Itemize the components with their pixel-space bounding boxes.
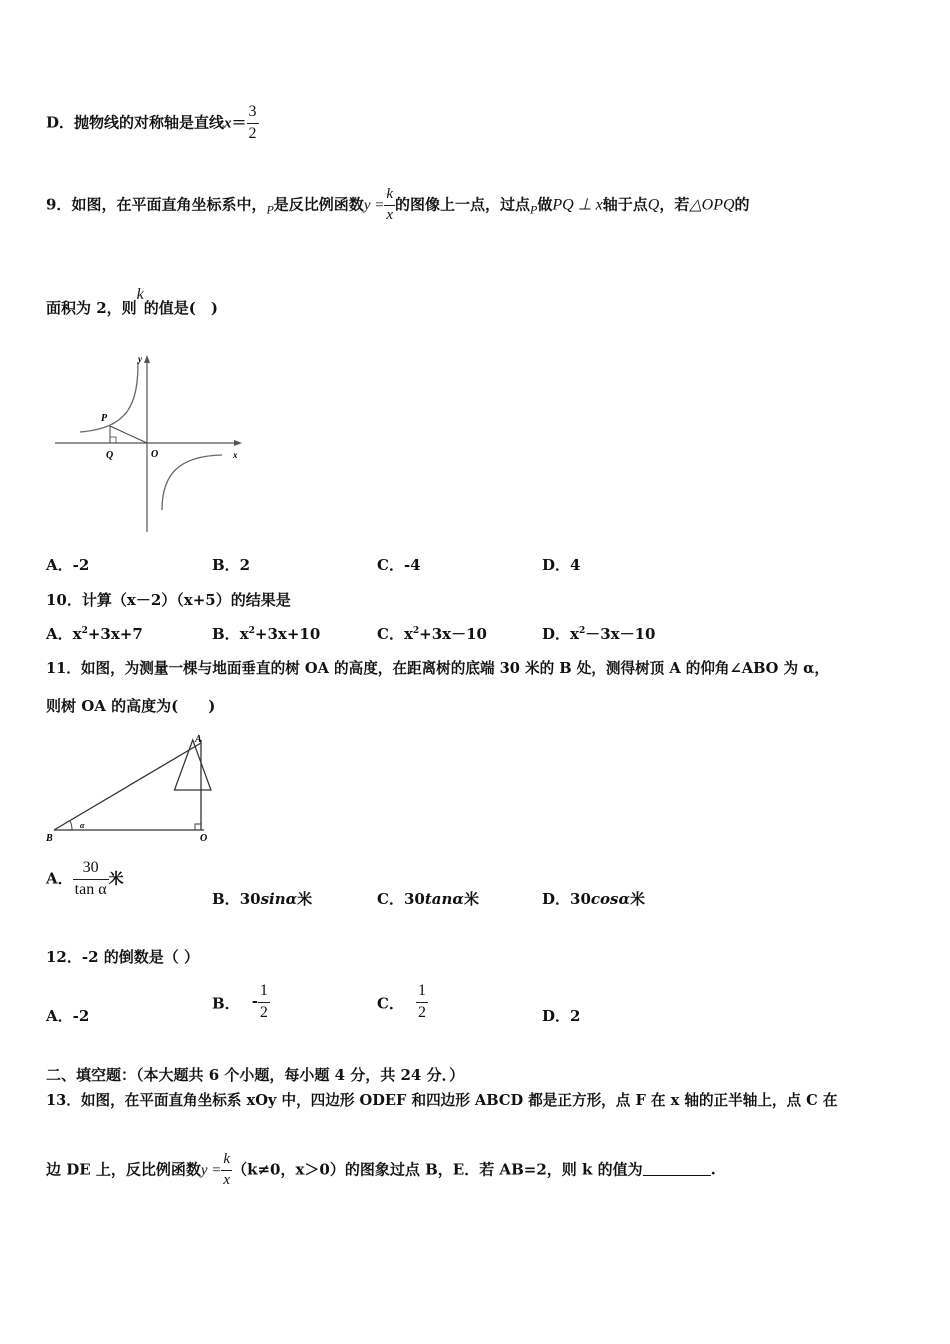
unit: 米 — [297, 890, 313, 908]
option-label: D． — [542, 625, 571, 643]
o-label: O — [151, 449, 159, 460]
q12-stem: 12．-2 的倒数是（ ） — [46, 948, 199, 966]
option-label: D． — [46, 113, 75, 132]
exponent: 2 — [248, 626, 255, 636]
option-expr: x — [570, 625, 579, 643]
section-heading-fill-in: 二、填空题：（本大题共 6 个小题，每小题 4 分，共 24 分．） — [46, 1066, 465, 1084]
stem-text: 做 — [537, 195, 553, 214]
segment-po — [110, 426, 147, 443]
q11-option-b — [212, 888, 312, 909]
option-coefficient: 30 — [403, 890, 425, 908]
alpha-label: α — [80, 821, 85, 830]
trig-function: tanα — [424, 890, 464, 908]
option-expr: x — [239, 625, 249, 643]
stem-text: 的图像上一点，过点 — [395, 195, 531, 214]
option-label: D． — [542, 890, 571, 908]
point-p: P — [266, 202, 274, 217]
right-angle-mark — [110, 437, 116, 443]
equals-sign: ＝ — [231, 113, 247, 132]
q10-option-a — [46, 623, 143, 644]
fraction-numerator: 1 — [417, 982, 426, 999]
hyperbola-branch-lower-right — [162, 455, 222, 510]
stem-text: ，若 — [659, 195, 690, 214]
q9-option-a: A．-2 — [46, 556, 90, 574]
option-label: C． — [377, 625, 404, 643]
function-lhs: y = — [200, 1162, 222, 1179]
fraction-numerator: k — [386, 186, 394, 202]
option-expr: +3x+10 — [254, 625, 321, 643]
option-expr: +3x－10 — [419, 625, 487, 643]
fraction — [221, 1152, 232, 1189]
option-label: B． — [212, 890, 240, 908]
fraction-denominator: 2 — [259, 1003, 268, 1021]
point-p: P — [530, 202, 538, 217]
fraction-numerator: 1 — [259, 982, 268, 999]
q11-option-c — [377, 888, 479, 909]
stem-text: 轴于点 — [602, 195, 648, 214]
option-text: 抛物线的对称轴是直线 — [74, 113, 225, 132]
q9-stem-line1 — [46, 187, 750, 224]
point-q: Q — [647, 196, 660, 214]
q9-option-c: C．-4 — [377, 556, 421, 574]
option-label: B． — [212, 625, 240, 643]
fraction — [258, 983, 270, 1022]
b-label: B — [46, 833, 53, 844]
stem-text: 是反比例函数 — [273, 195, 364, 214]
option-label: C． — [377, 994, 404, 1013]
fraction-numerator: 30 — [82, 859, 99, 876]
stem-text: （k≠0，x＞0）的图象过点 B，E．若 AB=2，则 k 的值为 — [232, 1160, 643, 1179]
y-axis-arrow — [144, 355, 150, 363]
q10-option-c — [377, 623, 487, 644]
q12-option-d: D．2 — [542, 1007, 581, 1025]
option-label: B． — [212, 994, 240, 1013]
option-coefficient: 30 — [239, 890, 261, 908]
y-label: y — [138, 354, 142, 364]
unit: 米 — [463, 890, 479, 908]
variable-x: x — [224, 115, 232, 132]
fraction — [416, 983, 428, 1022]
q10-option-b — [212, 623, 320, 644]
q11-option-a — [46, 860, 124, 899]
q9-stem-line2 — [46, 286, 218, 318]
angle-arc — [70, 821, 72, 830]
fraction — [384, 187, 395, 224]
option-expr: －3x－10 — [585, 625, 656, 643]
sight-line-ba — [54, 743, 201, 830]
stem-text: 的值是( ) — [143, 299, 218, 317]
answer-blank[interactable] — [643, 1161, 711, 1176]
q12-option-b — [212, 983, 270, 1022]
option-expr: +3x+7 — [87, 625, 143, 643]
fraction-numerator: 3 — [248, 103, 257, 120]
option-label: C． — [377, 890, 404, 908]
fraction-numerator: k — [223, 1151, 231, 1167]
triangle-opq: △OPQ — [689, 196, 735, 214]
unit: 米 — [630, 890, 646, 908]
unit: 米 — [108, 869, 124, 888]
q11-stem-line1: 11．如图，为测量一棵与地面垂直的树 OA 的高度，在距离树的底端 30 米的 B 处，测得树顶 A 的仰角∠ABO 为 α， — [46, 660, 829, 677]
option-coefficient: 30 — [570, 890, 591, 908]
perpendicular-expr: PQ ⊥ x — [552, 196, 603, 214]
variable-k: k — [136, 286, 144, 303]
minus-sign: - — [251, 992, 258, 1011]
stem-text: 面积为 2，则 — [46, 299, 137, 317]
hyperbola-branch-upper-left — [80, 362, 138, 432]
stem-text: 如图，在平面直角坐标系中， — [71, 195, 267, 214]
stem-text: 的 — [734, 195, 750, 214]
question-number: 9． — [46, 195, 72, 214]
q11-stem-line2: 则树 OA 的高度为( ) — [46, 697, 216, 715]
x-label: x — [233, 450, 238, 460]
q9-option-d: D．4 — [542, 556, 581, 574]
stem-text: . — [710, 1160, 716, 1179]
q13-stem-line2 — [46, 1152, 716, 1189]
q10-option-d — [542, 623, 656, 644]
exponent: 2 — [578, 626, 586, 636]
q9-option-b: B．2 — [212, 556, 251, 574]
option-expr: x — [403, 625, 413, 643]
stem-text: 边 DE 上，反比例函数 — [46, 1160, 201, 1179]
exponent: 2 — [412, 626, 420, 636]
p-label: P — [101, 413, 108, 424]
fraction-denominator: x — [223, 1171, 231, 1188]
right-angle-mark — [195, 824, 201, 830]
a-label: A — [195, 734, 202, 745]
q11-option-d — [542, 888, 645, 909]
option-label: A． — [46, 869, 73, 888]
trig-function: cosα — [590, 890, 631, 908]
trig-function: sinα — [260, 890, 298, 908]
fraction-denominator: 2 — [248, 124, 257, 142]
fraction-denominator: tan α — [74, 880, 107, 898]
q9-hyperbola-figure — [50, 350, 250, 535]
q13-stem-line1: 13．如图，在平面直角坐标系 xOy 中，四边形 ODEF 和四边形 ABCD 都是正方形，点 F 在 x 轴的正半轴上，点 C 在 — [46, 1092, 838, 1109]
fraction — [73, 860, 109, 899]
q10-stem: 10．计算（x－2）（x+5）的结果是 — [46, 591, 291, 609]
q-label: Q — [106, 450, 114, 461]
fraction — [247, 104, 259, 143]
function-lhs: y = — [363, 197, 385, 214]
fraction-denominator: 2 — [417, 1003, 426, 1021]
fraction-denominator: x — [386, 206, 394, 223]
option-expr: x — [72, 625, 82, 643]
q8-option-d — [46, 104, 259, 143]
q12-option-c — [377, 983, 428, 1022]
q12-option-a: A．-2 — [46, 1007, 90, 1025]
x-axis-arrow — [234, 440, 242, 446]
exponent: 2 — [81, 626, 88, 636]
o-label: O — [200, 833, 208, 844]
q11-tree-figure — [44, 730, 219, 845]
option-label: A． — [46, 625, 73, 643]
